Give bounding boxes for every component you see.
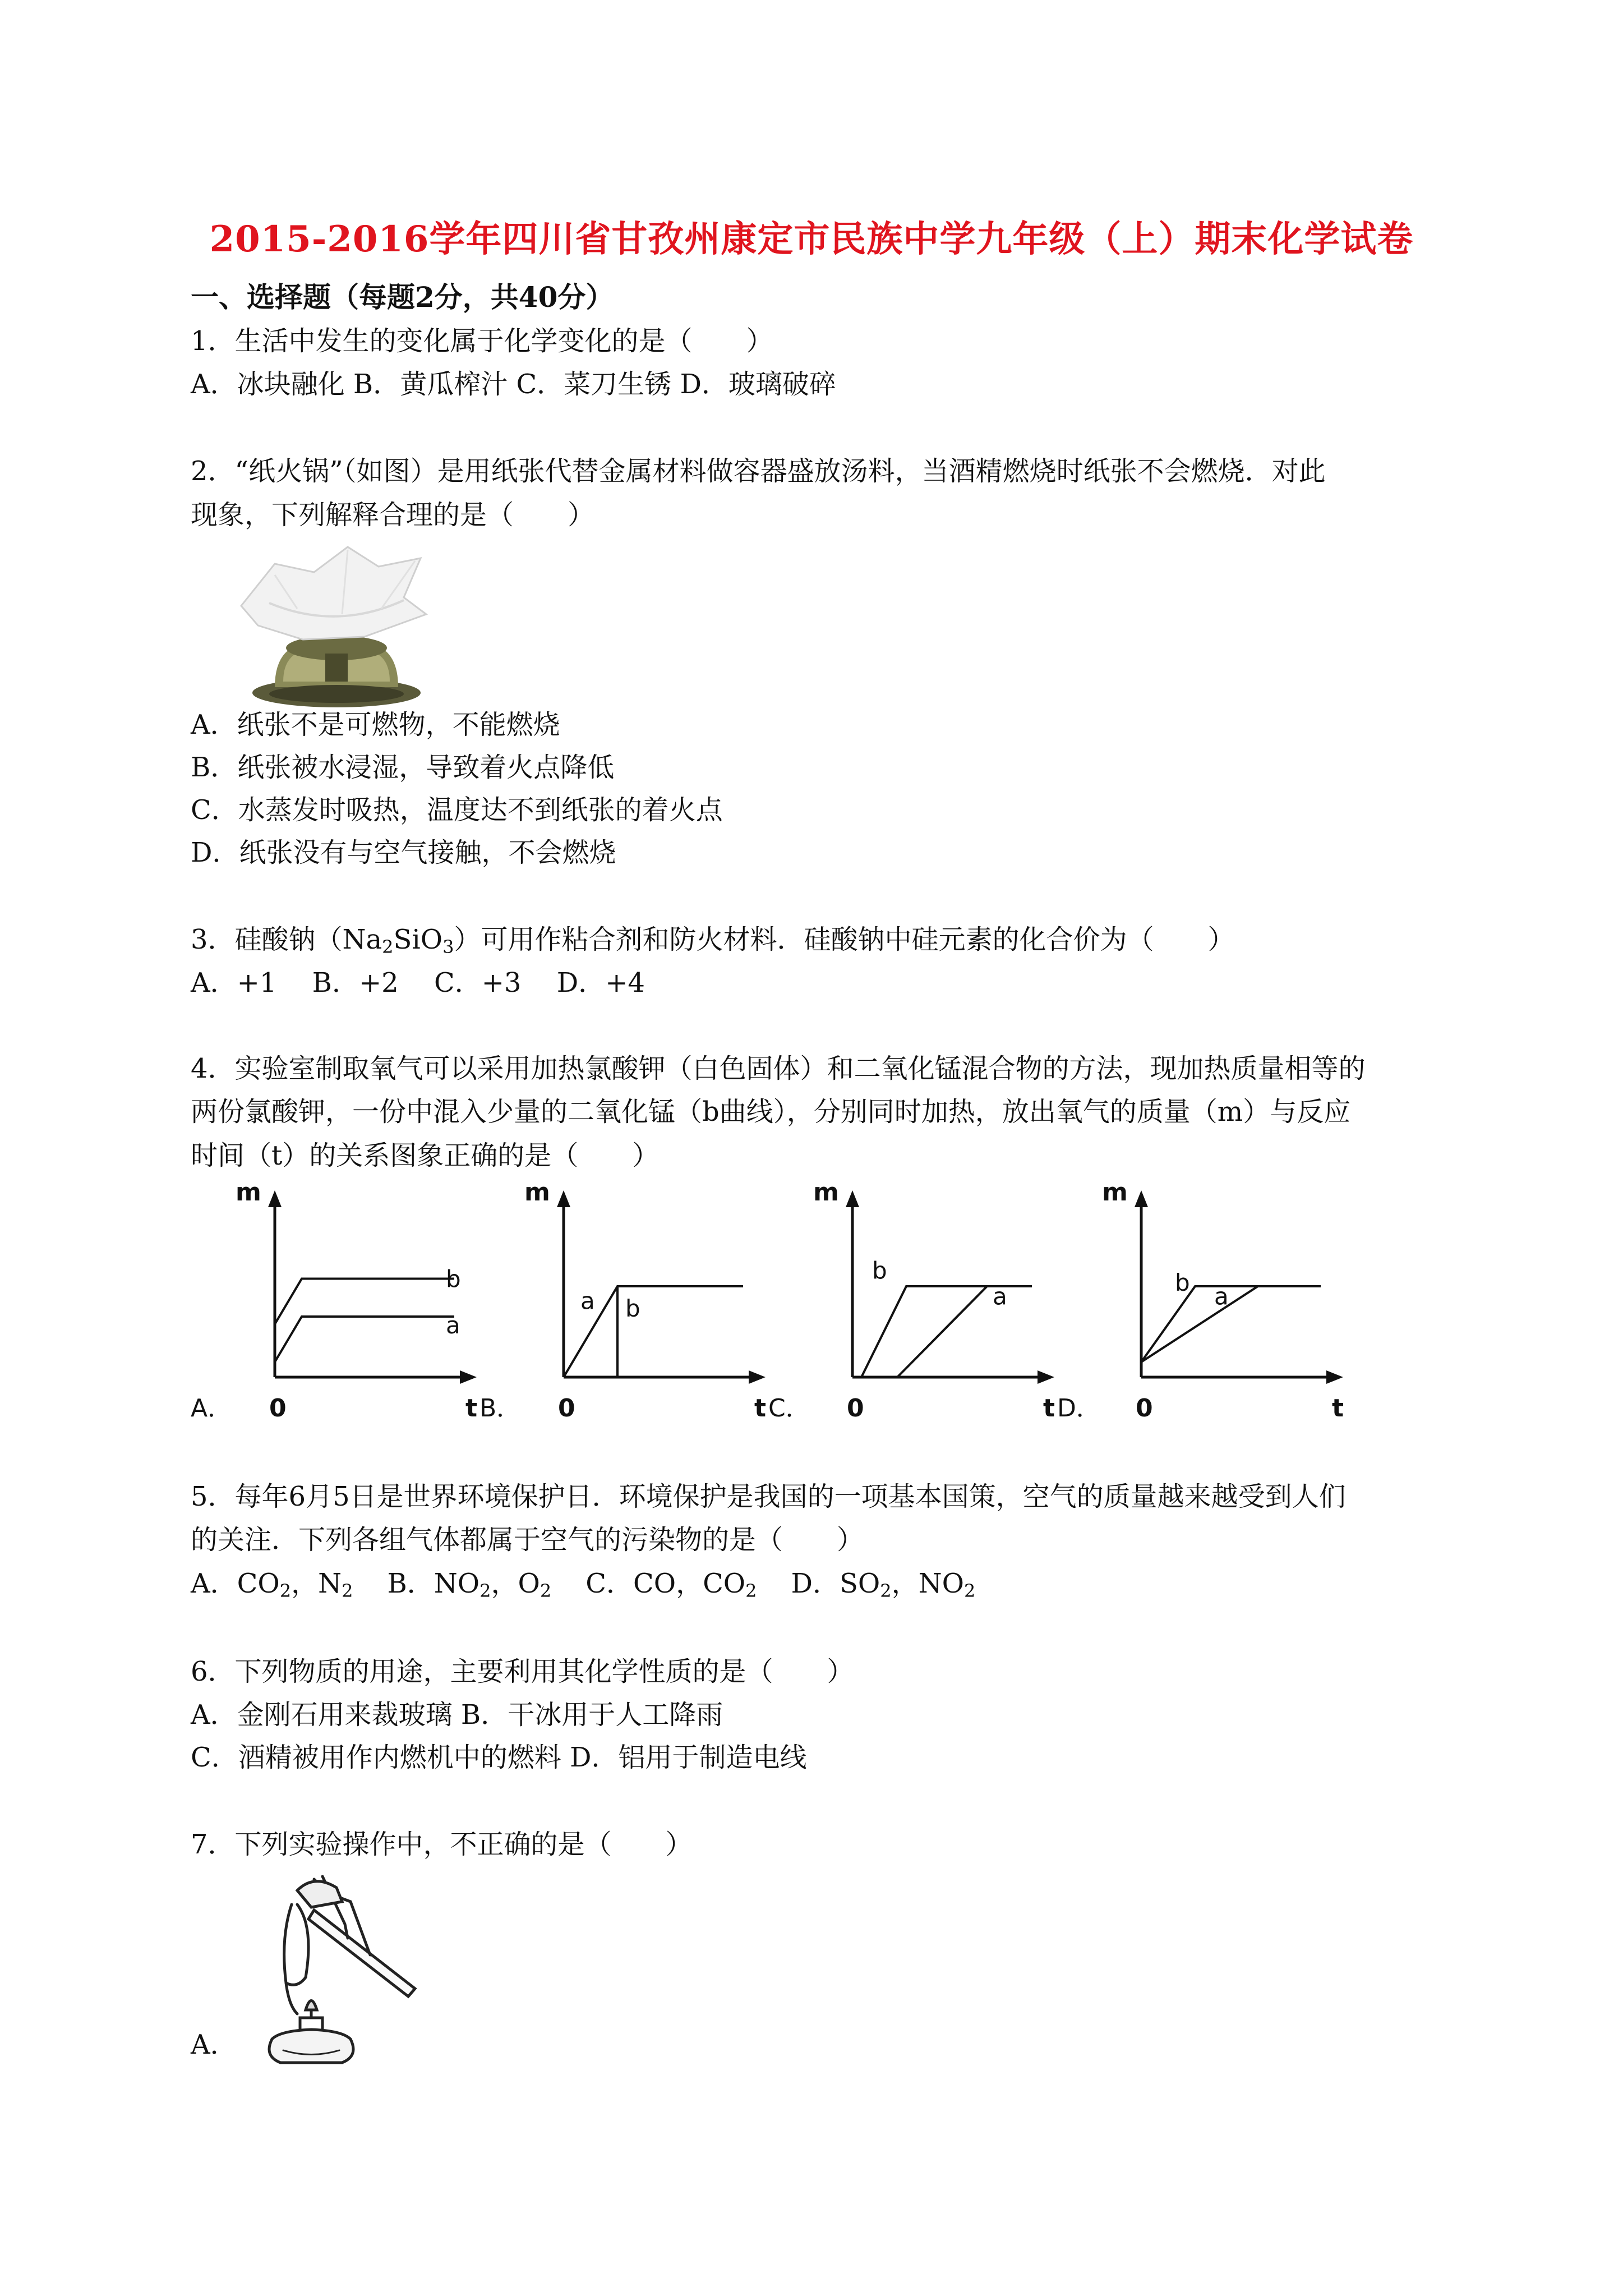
question-2-stem-line2: 现象，下列解释合理的是（ ）	[191, 499, 595, 531]
question-5-stem-line2: 的关注．下列各组气体都属于空气的污染物的是（ ）	[191, 1524, 864, 1556]
x-axis-label: t	[465, 1394, 478, 1423]
graph-option-b	[479, 1178, 771, 1425]
question-2-option-a: A．纸张不是可燃物，不能燃烧	[191, 709, 560, 740]
question-4-stem-line3: 时间（t）的关系图象正确的是（ ）	[191, 1140, 660, 1171]
question-6-options-line1: A．金刚石用来裁玻璃 B．干冰用于人工降雨	[191, 1699, 723, 1731]
question-4-stem-line2: 两份氯酸钾，一份中混入少量的二氧化锰（b曲线），分别同时加热，放出氧气的质量（m）与反应	[191, 1096, 1351, 1128]
y-axis-arrow	[846, 1190, 859, 1207]
question-2-option-b: B．纸张被水浸湿，导致着火点降低	[191, 752, 615, 783]
curve-a	[275, 1317, 454, 1362]
question-2-option-d: D．纸张没有与空气接触，不会燃烧	[191, 837, 616, 868]
curve-label-b: b	[872, 1257, 887, 1285]
curve-a	[897, 1286, 1032, 1377]
option-letter: D．	[1057, 1394, 1101, 1423]
curve-label-b: b	[446, 1265, 461, 1293]
question-5-option-b: B．$NO_2$，$O_2$	[387, 1568, 552, 1602]
option-letter: C．	[768, 1394, 810, 1423]
x-axis-arrow	[460, 1370, 477, 1384]
y-axis-arrow	[1135, 1190, 1148, 1207]
y-axis-label: m	[813, 1178, 839, 1207]
y-axis-label: m	[236, 1178, 261, 1207]
question-7-stem: 7．下列实验操作中，不正确的是（ ）	[191, 1829, 693, 1860]
x-axis-label: t	[754, 1394, 767, 1423]
question-3-stem: 3．硅酸钠$(Na_2SiO_3)$可用作粘合剂和防火材料．硅酸钠中硅元素的化合价为（ ）	[191, 924, 1235, 958]
y-axis-arrow	[557, 1190, 570, 1207]
origin-label: 0	[847, 1394, 864, 1423]
paper-hotpot-figure	[236, 541, 432, 712]
x-axis-label: t	[1332, 1394, 1344, 1423]
curve-label-a: a	[993, 1282, 1007, 1310]
curve-label-b: b	[625, 1295, 640, 1322]
curve-label-b: b	[1175, 1269, 1190, 1297]
option-letter: B．	[479, 1394, 522, 1423]
question-1-options: A．冰块融化 B．黄瓜榨汁 C．菜刀生锈 D．玻璃破碎	[191, 369, 836, 400]
y-axis-arrow	[268, 1190, 282, 1207]
graph-option-d	[1057, 1178, 1349, 1425]
x-axis-arrow	[1038, 1370, 1054, 1384]
test-tube-heating-figure	[230, 1871, 432, 2067]
x-axis-arrow	[749, 1370, 766, 1384]
question-2-stem-line1: 2．“纸火锅”（如图）是用纸张代替金属材料做容器盛放汤料，当酒精燃烧时纸张不会燃烧．对此	[191, 455, 1326, 487]
graph-option-c	[768, 1178, 1060, 1425]
page-title: 2015-2016学年四川省甘孜州康定市民族中学九年级（上）期末化学试卷	[209, 218, 1414, 260]
x-axis-label: t	[1043, 1394, 1055, 1423]
question-4-stem-line1: 4．实验室制取氧气可以采用加热氯酸钾（白色固体）和二氧化锰混合物的方法，现加热质量相等的	[191, 1053, 1366, 1084]
question-5-option-c: C．CO，$CO_2$	[585, 1568, 757, 1602]
question-5-option-d: D．$SO_2$，$NO_2$	[791, 1568, 976, 1602]
origin-label: 0	[269, 1394, 287, 1423]
curve-label-a: a	[1214, 1282, 1229, 1310]
question-5-stem-line1: 5．每年6月5日是世界环境保护日．环境保护是我国的一项基本国策，空气的质量越来越受到人们	[191, 1481, 1346, 1512]
curve-label-a: a	[446, 1312, 460, 1339]
y-axis-label: m	[1102, 1178, 1128, 1207]
question-1-stem: 1．生活中发生的变化属于化学变化的是（ ）	[191, 325, 773, 357]
origin-label: 0	[1136, 1394, 1153, 1423]
question-2-option-c: C．水蒸发时吸热，温度达不到纸张的着火点	[191, 794, 723, 826]
curve-b	[1141, 1286, 1321, 1362]
question-6-stem: 6．下列物质的用途，主要利用其化学性质的是（ ）	[191, 1656, 854, 1687]
y-axis-label: m	[524, 1178, 550, 1207]
question-3-options: A．+1 B．+2 C．+3 D．+4	[191, 967, 645, 999]
option-letter: A．	[191, 1394, 233, 1423]
curve-label-a: a	[580, 1287, 595, 1315]
section-heading: 一、选择题（每题2分，共40分）	[191, 280, 614, 314]
question-6-options-line2: C．酒精被用作内燃机中的燃料 D．铝用于制造电线	[191, 1742, 807, 1773]
question-5-option-a: A．$CO_2$，$N_2$	[191, 1568, 353, 1602]
x-axis-arrow	[1326, 1370, 1343, 1384]
graph-option-a	[191, 1178, 482, 1425]
question-7-option-a-label: A．	[191, 2029, 237, 2060]
question-5-options	[191, 1567, 975, 1600]
origin-label: 0	[558, 1394, 575, 1423]
